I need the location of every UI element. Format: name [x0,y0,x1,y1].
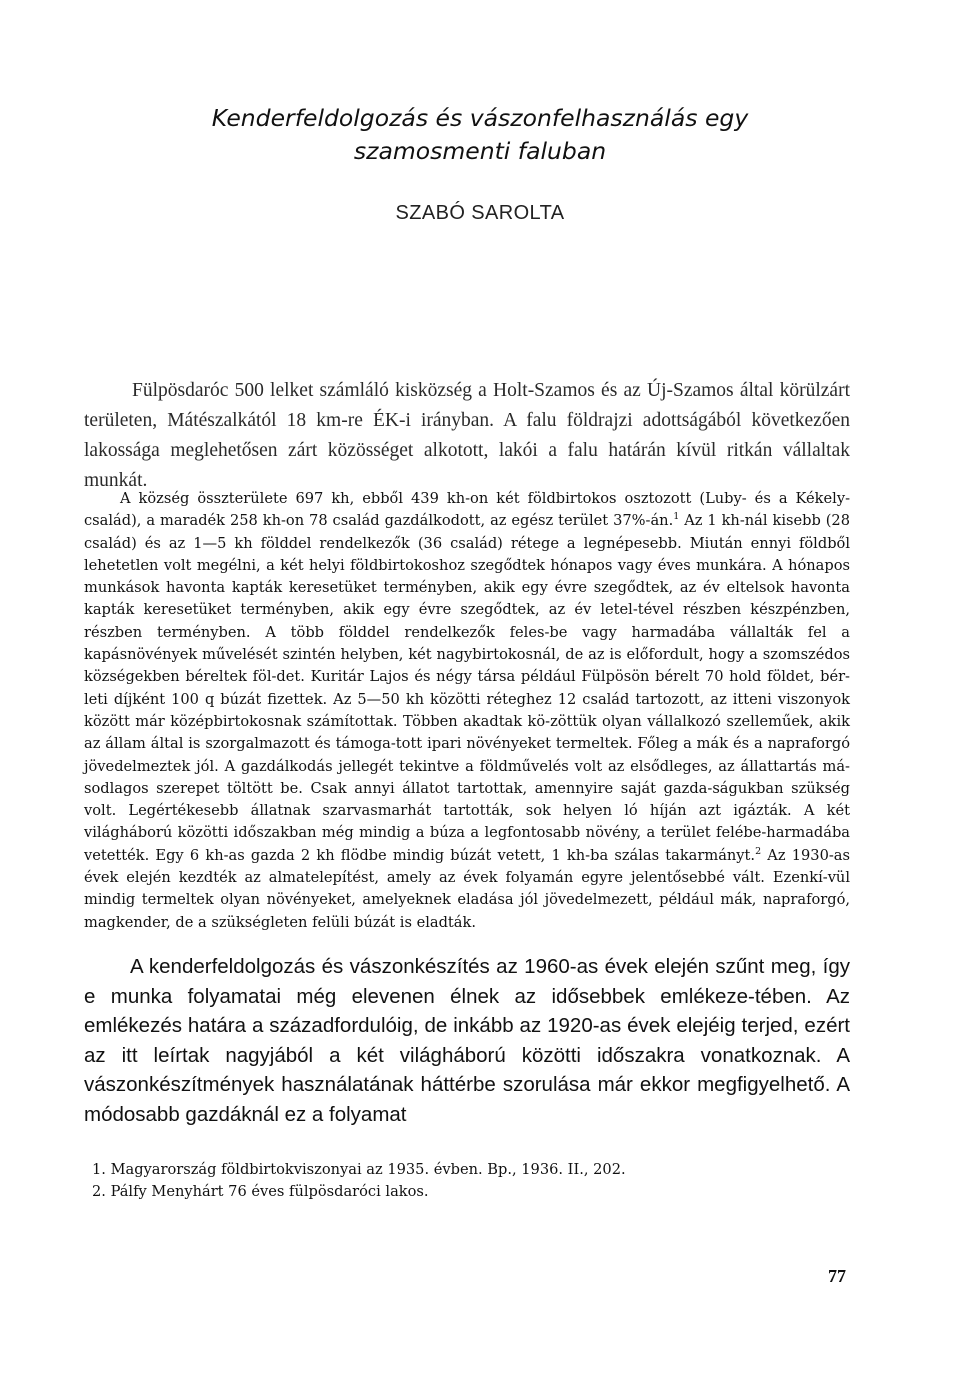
intro-paragraph: Fülpösdaróc 500 lelket számláló kisközség a Holt-Szamos és az Új-Szamos által körülzárt területen, Mátészalkától 18 km-re ÉK-i irányban. A falu földrajzi adottságából következően lakossága meglehetősen zárt közösséget alkotott, lakói a falu határán kívül ritkán vállaltak munkát. [84,380,850,491]
article-title [120,102,840,168]
footnote-1: 1. Magyarország földbirtokviszonyai az 1935. évben. Bp., 1936. II., 202. [92,1161,626,1178]
title-line-2: szamosmenti faluban [353,137,607,165]
detail-text-part-3: Az 1930-as évek elején kezdték az almatelepítést, amely az évek folyamán egyre jelentősebbé vált. Ezenkí-vül mindig termeltek olyan növényeket, amelyeknek eladása jól jövedelmezett, például mák, napraforgó, magkender, de a szükségleten felüli búzát is eladták. [84,846,850,931]
page-number: 77 [828,1266,846,1286]
detail-text-part-1: A község összterülete 697 kh, ebből 439 kh-on két földbirtokos osztozott (Luby- és a Kékely-család), a maradék 258 kh-on 78 család gazdálkodott, az egész terület 37%-án. [84,490,850,530]
footnotes [84,1159,850,1203]
detail-paragraph [84,488,850,934]
footnote-ref-2: 2 [755,845,762,857]
detail-text-part-2: Az 1 kh-nál kisebb (28 család) és az 1—5 kh földdel rendelkezők (36 család) rétege a legnépesebb. Miután ennyi földből lehetetlen volt megélni, a két helyi földbirtokoshoz szegődtek hónapos vagy éves munkára. A hónapos munkások havonta kapták keresetüket terményben, akik egy évre szegődtek, az év eltelsok havonta kapták keresetüket terményben, akik egy évre szegődtek, az év letel-tével részben készpénzben, részben terményben. A több földdel rendelkezők feles-be vagy harmadába vállalták fel a kapásnövények művelését szintén helyben, két nagybirtokosnál, de az is előfordult, hogy a szomszédos községekben béreltek föl-det. Kuritár Lajos és négy társa például Fülpösön bérelt 70 hold földet, bér-leti díjként 100 q búzát fizettek. Az 5—50 kh közötti réteghez 12 család tartozott, az itteni viszonyok között már középbirtokosnak számítottak. Többen akadtak kö-zöttük olyan vállalkozó szelleműek, akik az állam által is szorgalmazott és támoga-tott ipari növényeket termeltek. Főleg a mák és a napraforgó jövedelmeztek jól. A gazdálkodás jellegét tekintve a földművelés volt az elsődleges, az állattartás má-sodlagos szerepet töltött be. Csak annyi állatot tartottak, amennyire saját gazda-ságukban szükség volt. Legértékesebb állatnak szarvasmarhát tartották, sok helyen ló híján azt igázták. A két világháború közötti időszakban még mindig a búza a legfontosabb növény, a terület felébe-harmadába vetették. Egy 6 kh-as gazda 2 kh flödbe mindig búzát vetett, 1 kh-ba szálas takarmányt. [84,512,850,864]
footnote-ref-1: 1 [673,511,680,523]
main-paragraph: A kenderfeldolgozás és vászonkészítés az 1960-as évek elején szűnt meg, így e munka folyamatai még elevenen élnek az idősebbek emlékeze-tében. Az emlékezés határa a századfordulóig, de inkább az 1920-as évek elejéig terjed, ezért az itt leírtak nagyjából a két világháború közötti időszakra vonatkoznak. A vászonkészítmények használatának háttérbe szorulása már ekkor megfigyelhető. A módosabb gazdáknál ez a folyamat [84,955,850,1126]
footnote-2: 2. Pálfy Menyhárt 76 éves fülpösdaróci lakos. [92,1183,429,1200]
title-line-1: Kenderfeldolgozás és vászonfelhasználás egy [211,104,749,132]
author-name: SZABÓ SAROLTA [395,202,565,224]
